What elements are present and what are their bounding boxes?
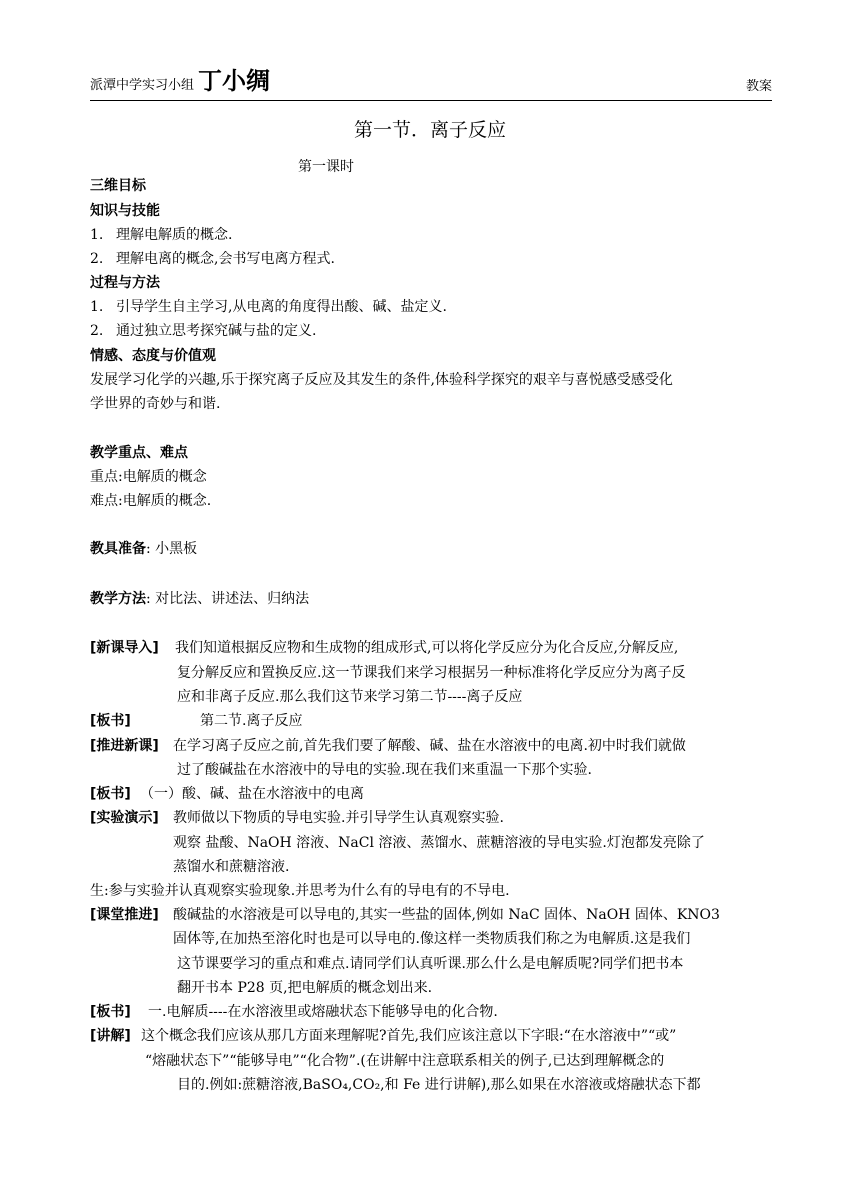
- board-text: 第二节.离子反应: [200, 713, 303, 729]
- student-line: 生:参与实验并认真观察实验现象.并思考为什么有的导电有的不导电.: [90, 883, 510, 899]
- item-text: 引导学生自主学习,从电离的角度得出酸、碱、盐定义.: [116, 299, 447, 315]
- emotion-line: 发展学习化学的兴趣,乐于探究离子反应及其发生的条件,体验科学探究的艰辛与喜悦感受感受化: [90, 372, 673, 388]
- emotion-line: 学世界的奇妙与和谐.: [90, 396, 221, 412]
- page-header: [90, 66, 772, 101]
- board-tag: [板书]: [90, 713, 131, 729]
- intro-tag: [新课导入]: [90, 640, 159, 656]
- methods-value: : 对比法、讲述法、归纳法: [146, 591, 310, 607]
- item-number: 2.: [90, 323, 104, 339]
- process-item: [90, 321, 316, 341]
- knowledge-item: [90, 225, 232, 245]
- board-text: （一）酸、碱、盐在水溶液中的电离: [140, 786, 364, 802]
- header-doc-type: 教案: [745, 79, 772, 94]
- intro-line: 应和非离子反应.那么我们这节来学习第二节----离子反应: [177, 689, 523, 705]
- class-line: 固体等,在加热至溶化时也是可以导电的.像这样一类物质我们称之为电解质.这是我们: [173, 931, 691, 947]
- knowledge-heading: 知识与技能: [90, 203, 160, 219]
- header-group: 派潭中学实习小组: [90, 78, 195, 93]
- advance-tag: [推进新课]: [90, 738, 159, 754]
- item-number: 1.: [90, 299, 104, 315]
- advance-line: 过了酸碱盐在水溶液中的导电的实验.现在我们来重温一下那个实验.: [177, 762, 592, 778]
- item-text: 理解电离的概念,会书写电离方程式.: [116, 251, 335, 267]
- page-subtitle: 第一课时: [298, 159, 354, 175]
- emotion-heading: 情感、态度与价值观: [90, 348, 216, 364]
- process-item: [90, 297, 447, 317]
- tools-line: [90, 539, 197, 559]
- explain-line: 目的.例如:蔗糖溶液,BaSO₄,CO₂,和 Fe 进行讲解),那么如果在水溶液或熔融状态下都: [177, 1077, 701, 1093]
- item-text: 通过独立思考探究碱与盐的定义.: [116, 323, 317, 339]
- item-text: 理解电解质的概念.: [116, 227, 233, 243]
- explain-line: “熔融状态下”“能够导电”“化合物”.(在讲解中注意联系相关的例子,已达到理解概念的: [145, 1053, 665, 1069]
- knowledge-item: [90, 249, 335, 269]
- header-left: [90, 61, 270, 96]
- intro-line: 我们知道根据反应物和生成物的组成形式,可以将化学反应分为化合反应,分解反应,: [175, 640, 679, 656]
- item-number: 1.: [90, 227, 104, 243]
- demo-line: 蒸馏水和蔗糖溶液.: [173, 859, 290, 875]
- page-title: 第一节．离子反应: [353, 119, 506, 141]
- difficulty-line: 难点:电解质的概念.: [90, 493, 212, 509]
- demo-tag: [实验演示]: [90, 810, 159, 826]
- demo-line: 教师做以下物质的导电实验.并引导学生认真观察实验.: [173, 810, 504, 826]
- focus-line: 重点:电解质的概念: [90, 469, 207, 485]
- header-author-name: 丁小绸: [198, 67, 271, 95]
- tools-label: 教具准备: [90, 541, 146, 557]
- class-line: 酸碱盐的水溶液是可以导电的,其实一些盐的固体,例如 NaC 固体、NaOH 固体、KNO3: [173, 907, 720, 923]
- goals-heading: 三维目标: [90, 178, 146, 194]
- class-tag: [课堂推进]: [90, 907, 159, 923]
- keypoints-heading: 教学重点、难点: [90, 445, 188, 461]
- class-line: 翻开书本 P28 页,把电解质的概念划出来.: [177, 980, 433, 996]
- explain-line: 这个概念我们应该从那几方面来理解呢?首先,我们应该注意以下字眼:“在水溶液中”“或”: [141, 1028, 677, 1044]
- intro-line: 复分解反应和置换反应.这一节课我们来学习根据另一种标准将化学反应分为离子反: [177, 665, 686, 681]
- board-tag: [板书]: [90, 1004, 131, 1020]
- board-tag: [板书]: [90, 786, 131, 802]
- class-line: 这节课要学习的重点和难点.请同学们认真听课.那么什么是电解质呢?同学们把书本: [177, 956, 684, 972]
- methods-line: [90, 589, 309, 609]
- demo-line: 观察 盐酸、NaOH 溶液、NaCl 溶液、蒸馏水、蔗糖溶液的导电实验.灯泡都发亮除了: [173, 835, 705, 851]
- board-text: 一.电解质----在水溶液里或熔融状态下能够导电的化合物.: [148, 1004, 498, 1020]
- advance-line: 在学习离子反应之前,首先我们要了解酸、碱、盐在水溶液中的电离.初中时我们就做: [173, 738, 686, 754]
- tools-value: : 小黑板: [146, 541, 198, 557]
- explain-tag: [讲解]: [90, 1028, 131, 1044]
- process-heading: 过程与方法: [90, 275, 160, 291]
- item-number: 2.: [90, 251, 104, 267]
- methods-label: 教学方法: [90, 591, 146, 607]
